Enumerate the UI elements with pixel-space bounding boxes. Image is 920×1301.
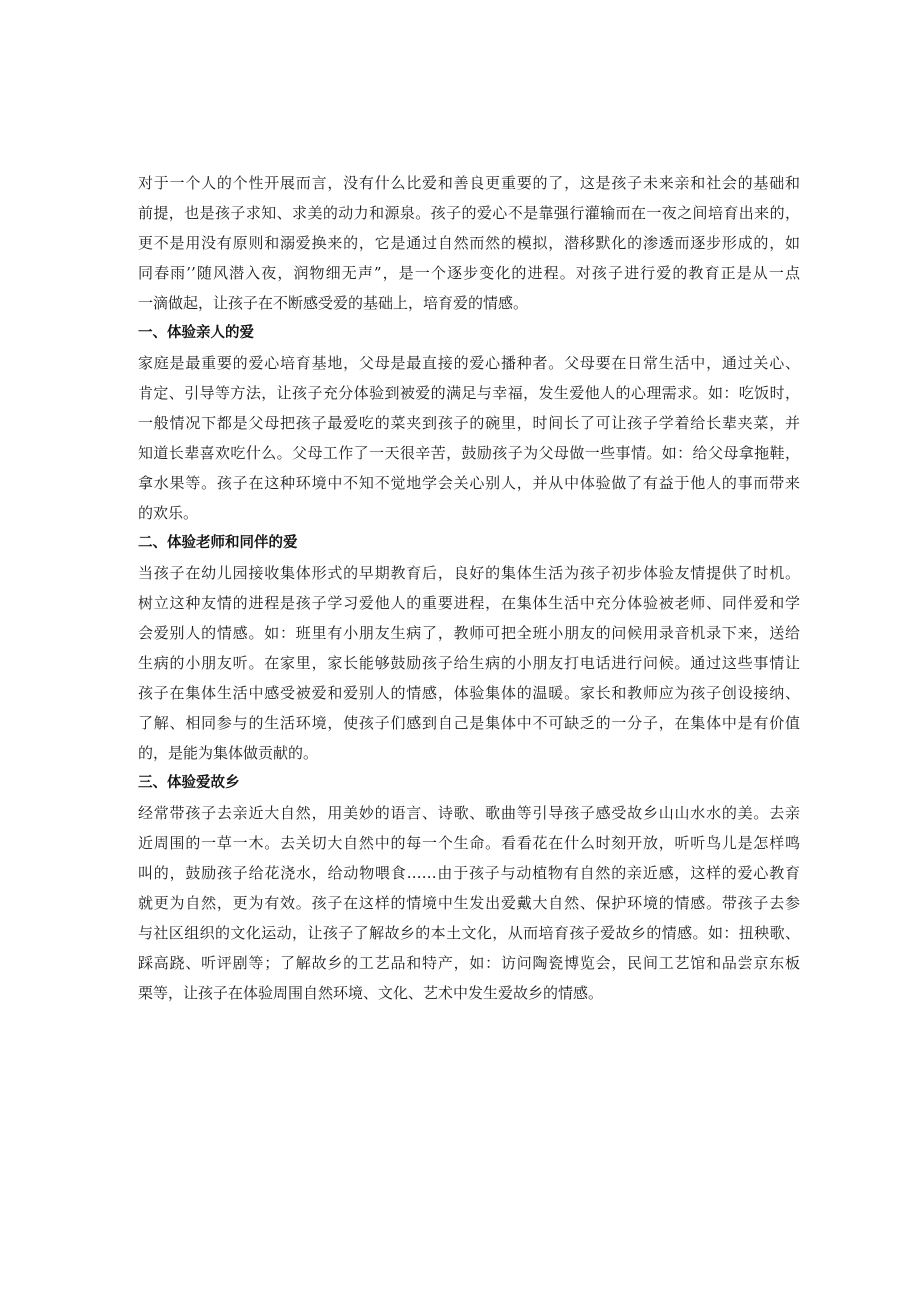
paragraph-line: 就更为自然，更为有效。孩子在这样的情境中生发出爱戴大自然、保护环境的情感。带孩子去参 (138, 894, 800, 912)
paragraph-line: 前提，也是孩子求知、求美的动力和源泉。孩子的爱心不是靠强行灌输而在一夜之间培育出来的， (138, 204, 800, 222)
paragraph-line: 树立这种友情的进程是孩子学习爱他人的重要进程，在集体生活中充分体验被老师、同伴爱和学 (138, 594, 800, 612)
section-teacher-peer-love (138, 528, 800, 768)
paragraph-line: 叫的，鼓励孩子给花浇水，给动物喂食……由于孩子与动植物有自然的亲近感，这样的爱心教育 (138, 864, 800, 882)
paragraph-line: 肯定、引导等方法，让孩子充分体验到被爱的满足与幸福，发生爱他人的心理需求。如：吃饭时， (138, 384, 800, 402)
paragraph-line: 会爱别人的情感。如：班里有小朋友生病了，教师可把全班小朋友的问候用录音机录下来，送给 (138, 624, 800, 642)
paragraph-line: 栗等，让孩子在体验周围自然环境、文化、艺术中发生爱故乡的情感。 (138, 984, 604, 1002)
paragraph-line: 生病的小朋友听。在家里，家长能够鼓励孩子给生病的小朋友打电话进行问候。通过这些事情让 (138, 654, 800, 672)
paragraph-line: 当孩子在幼儿园接收集体形式的早期教育后，良好的集体生活为孩子初步体验友情提供了时机。 (138, 564, 800, 582)
paragraph-line: 踩高跷、听评剧等；了解故乡的工艺品和特产，如：访问陶瓷博览会，民间工艺馆和品尝京东板 (138, 954, 800, 972)
section-heading: 二、体验老师和同伴的爱 (138, 535, 298, 551)
paragraph-line: 家庭是最重要的爱心培育基地，父母是最直接的爱心播种者。父母要在日常生活中，通过关心、 (138, 354, 800, 372)
section-hometown-love (138, 768, 800, 1008)
paragraph-line: 了解、相同参与的生活环境，使孩子们感到自己是集体中不可缺乏的一分子，在集体中是有价值 (138, 714, 800, 732)
paragraph-line: 知道长辈喜欢吃什么。父母工作了一天很辛苦，鼓励孩子为父母做一些事情。如：给父母拿拖鞋， (138, 444, 800, 462)
paragraph-line: 对于一个人的个性开展而言，没有什么比爱和善良更重要的了，这是孩子未来亲和社会的基础和 (138, 174, 800, 192)
paragraph-line: 一滴做起，让孩子在不断感受爱的基础上，培育爱的情感。 (138, 294, 529, 312)
paragraph-line: 的欢乐。 (138, 504, 199, 522)
paragraph-line: 与社区组织的文化运动，让孩子了解故乡的本土文化，从而培育孩子爱故乡的情感。如：扭秧歌、 (138, 924, 800, 942)
paragraph-line: 拿水果等。孩子在这种环境中不知不觉地学会关心别人，并从中体验做了有益于他人的事而带来 (138, 474, 800, 492)
section-family-love (138, 318, 800, 528)
paragraph-line: 的，是能为集体做贡献的。 (138, 744, 319, 762)
intro-paragraph (138, 168, 800, 318)
paragraph-line: 一般情况下都是父母把孩子最爱吃的菜夹到孩子的碗里，时间长了可让孩子学着给长辈夹菜，并 (138, 414, 800, 432)
document-body (138, 168, 800, 1008)
paragraph-line: 同春雨’’随风潜入夜，润物细无声”，是一个逐步变化的进程。对孩子进行爱的教育正是从一点 (138, 264, 800, 282)
paragraph-line: 更不是用没有原则和溺爱换来的，它是通过自然而然的模拟，潜移默化的渗透而逐步形成的，如 (138, 234, 800, 252)
paragraph-line: 经常带孩子去亲近大自然，用美妙的语言、诗歌、歌曲等引导孩子感受故乡山山水水的美。去亲 (138, 804, 800, 822)
section-heading: 三、体验爱故乡 (138, 775, 240, 791)
paragraph-line: 孩子在集体生活中感受被爱和爱别人的情感，体验集体的温暖。家长和教师应为孩子创设接纳、 (138, 684, 800, 702)
section-heading: 一、体验亲人的爱 (138, 325, 254, 341)
paragraph-line: 近周围的一草一木。去关切大自然中的每一个生命。看看花在什么时刻开放，听听鸟儿是怎样鸣 (138, 834, 800, 852)
